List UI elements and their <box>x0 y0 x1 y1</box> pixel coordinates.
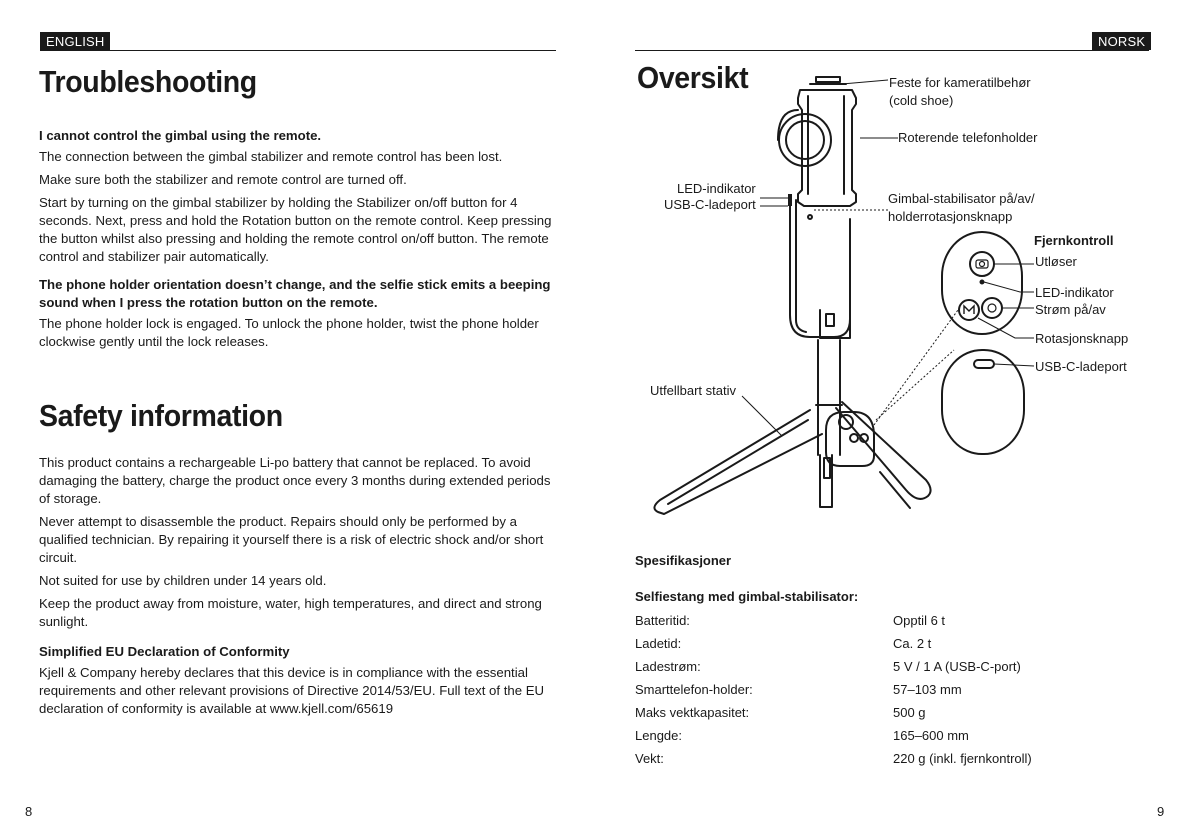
extension-pole <box>818 340 840 400</box>
safety-paragraph-children: Not suited for use by children under 14 years old. <box>39 573 327 588</box>
specs-subheading: Selfiestang med gimbal-stabilisator: <box>635 589 859 604</box>
cold-shoe-mount <box>810 77 846 84</box>
language-tag-norsk: NORSK <box>1092 32 1151 50</box>
label-power: Strøm på/av <box>1035 302 1106 317</box>
troubleshooting-question-2: The phone holder orientation doesn’t change, and the selfie stick emits a beeping sound when I press the rotation button on the remote. <box>39 277 551 310</box>
leader-rotation <box>978 318 1034 338</box>
safety-paragraph-repair: Never attempt to disassemble the product. Repairs should only be performed by a qualified technician. By repairing it yourself there is a risk of electric shock and/or short circuit. <box>39 514 544 565</box>
leader-cold-shoe <box>842 80 888 84</box>
spec-label: Vekt: <box>635 751 664 766</box>
page-number-left: 8 <box>25 804 33 819</box>
gimbal-body <box>778 110 850 337</box>
safety-paragraph-battery: This product contains a rechargeable Li-po battery that cannot be replaced. To avoid damaging the battery, charge the product once every 3 months during extended periods of storage. <box>39 455 551 506</box>
label-rotation: Rotasjonsknapp <box>1035 331 1129 346</box>
spec-value: 57–103 mm <box>893 682 962 697</box>
troubleshooting-answer-1a: The connection between the gimbal stabilizer and remote control has been lost. <box>39 149 503 164</box>
label-gimbal-button-2: holderrotasjonsknapp <box>888 209 1013 224</box>
troubleshooting-title: Troubleshooting <box>39 64 257 99</box>
spec-label: Maks vektkapasitet: <box>635 705 750 720</box>
troubleshooting-answer-1c: Start by turning on the gimbal stabilizer by holding the Stabilizer on/off button for 4 seconds. Next, press and hold the Rotation button on the remote control. Keep pressing the button whilst also pressing and holding the remote control on/off button. The remote control and stabilizer pair automatically. <box>39 195 552 264</box>
remote-back <box>942 350 1024 454</box>
page-number-right: 9 <box>1157 804 1165 819</box>
label-led-indicator: LED-indikator <box>677 181 756 196</box>
label-gimbal-button-1: Gimbal-stabilisator på/av/ <box>888 191 1035 206</box>
troubleshooting-answer-2: The phone holder lock is engaged. To unlock the phone holder, twist the phone holder clockwise gently until the lock releases. <box>39 316 539 349</box>
eu-declaration-heading: Simplified EU Declaration of Conformity <box>39 644 290 659</box>
eu-declaration-text: Kjell & Company hereby declares that this device is in compliance with the essential requirements and other relevant provisions of Directive 2014/53/EU. Full text of the EU declaration of conformity is available at www.kjell.com/65619 <box>39 665 545 716</box>
label-cold-shoe-1: Feste for kameratilbehør <box>889 75 1031 90</box>
safety-paragraph-environment: Keep the product away from moisture, water, high temperatures, and direct and strong sunlight. <box>39 596 542 629</box>
label-usbc-port: USB-C-ladeport <box>664 197 756 212</box>
overview-title: Oversikt <box>637 60 749 95</box>
spec-value: 165–600 mm <box>893 728 969 743</box>
spec-label: Lengde: <box>635 728 682 743</box>
leader-remote-led <box>984 282 1034 292</box>
leader-remote-power <box>874 310 958 425</box>
remote-mode-button <box>959 300 979 320</box>
label-remote-heading: Fjernkontroll <box>1034 233 1114 248</box>
usb-c-port <box>788 194 792 206</box>
safety-title: Safety information <box>39 398 283 433</box>
spec-value: Ca. 2 t <box>893 636 932 651</box>
remote-power-button <box>982 298 1002 318</box>
troubleshooting-section <box>39 127 557 356</box>
language-tag-english: ENGLISH <box>40 32 110 50</box>
gimbal-button <box>808 215 812 219</box>
phone-holder-clamp <box>798 90 856 206</box>
spec-value: Opptil 6 t <box>893 613 946 628</box>
specs-heading: Spesifikasjoner <box>635 553 732 568</box>
remote-led <box>981 281 984 284</box>
troubleshooting-answer-1b: Make sure both the stabilizer and remote control are turned off. <box>39 172 407 187</box>
remote-shutter-button <box>970 252 994 276</box>
header-rule-left <box>40 50 556 51</box>
troubleshooting-question-1: I cannot control the gimbal using the remote. <box>39 128 322 143</box>
label-shutter: Utløser <box>1035 254 1077 269</box>
spec-value: 5 V / 1 A (USB-C-port) <box>893 659 1021 674</box>
label-remote-usbc: USB-C-ladeport <box>1035 359 1127 374</box>
spec-label: Smarttelefon-holder: <box>635 682 753 697</box>
spec-label: Batteritid: <box>635 613 690 628</box>
label-phone-holder: Roterende telefonholder <box>898 130 1038 145</box>
label-tripod: Utfellbart stativ <box>650 383 736 398</box>
safety-section <box>39 454 557 723</box>
spec-value: 220 g (inkl. fjernkontroll) <box>893 751 1032 766</box>
spec-label: Ladestrøm: <box>635 659 701 674</box>
header-rule-right <box>635 50 1149 51</box>
label-remote-led: LED-indikator <box>1035 285 1114 300</box>
leader-tripod <box>742 396 782 436</box>
spec-value: 500 g <box>893 705 926 720</box>
label-cold-shoe-2: (cold shoe) <box>889 93 954 108</box>
spec-label: Ladetid: <box>635 636 682 651</box>
